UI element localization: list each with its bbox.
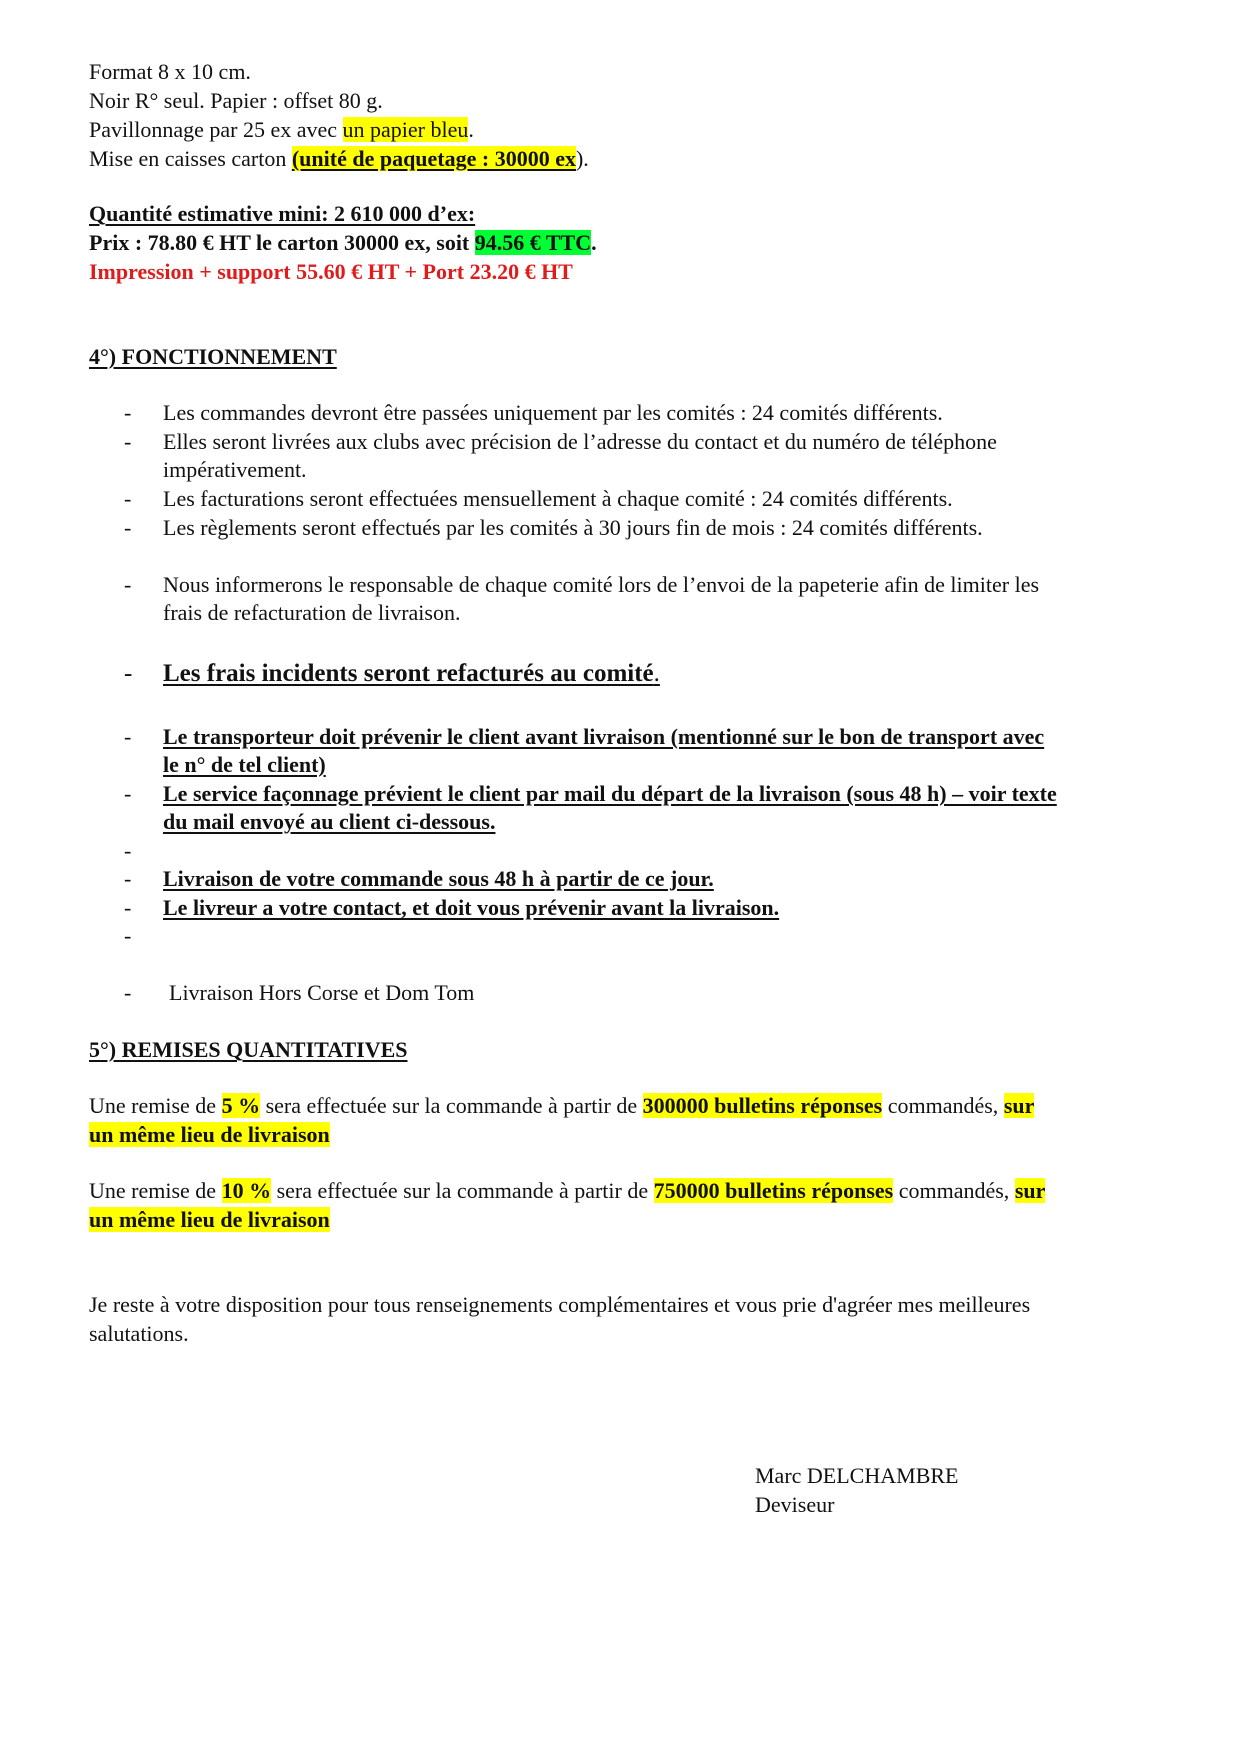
highlight-same-location: un même lieu de livraison xyxy=(89,1122,330,1147)
pricing-price: Prix : 78.80 € HT le carton 30000 ex, soit 94.56 € TTC. xyxy=(89,230,597,255)
specs-block xyxy=(89,57,1179,173)
pricing-breakdown: Impression + support 55.60 € HT + Port 23.20 € HT xyxy=(89,259,573,284)
closing-paragraph: Je reste à votre disposition pour tous renseignements complémentaires et vous prie d'agréer mes meilleures salutations. xyxy=(89,1292,1031,1346)
signature-name: Marc DELCHAMBRE xyxy=(755,1463,959,1488)
section4-title: 4°) FONCTIONNEMENT xyxy=(89,344,337,369)
spec-flagging: Pavillonnage par 25 ex avec un papier bleu. xyxy=(89,117,474,142)
document-page: Format 8 x 10 cm. Noir R° seul. Papier : offset 80 g. Pavillonnage par 25 ex avec un papier bleu. Mise en caisses carton (unité de paquetage : 30000 ex). Quantité estimative mini: 2 610 000 d’ex: Prix : 78.80 € HT le carton 30000 ex, soit 94.56 € TTC. Impression + support 55.60 € HT + Port 23.20 € HT 4°) FONCTIONNEMENT - Les commandes devront être passées uniquement par les comités : 24 comités différents. - Elles seront livrées aux clubs avec précision de l’adresse du contact et du numéro de téléphone impérativement. - Les facturations seront effectuées mensuellement à chaque comité : 24 comités différents. - Les règlements seront effectués par les comités à 30 jours fin de mois : 24 comités différents. - Nous informerons le responsable de chaque comité lors de l’envoi de la papeterie afin de limiter les frais de refacturation de livraison. - Les frais incidents seront refacturés au comité. - Le transporteur doit prévenir le client avant livraison (mentionné sur le bon de transport avec le n° de tel client) - Le service façonnage prévient le client par mail du départ de la livraison (sous 48 h) – voir texte du mail envoyé au client ci-dessous. - - Livraison de votre commande sous 48 h à partir de ce jour. - Le livreur a votre contact, et doit vous prévenir avant la livraison. - - Livraison Hors Corse et Dom Tom 5°) REMISES QUANTITATIVES Une remise de 5 % sera effectuée sur la commande à partir de 300000 bulletins réponses commandés, sur un même lieu de livraison Une remise de 10 % sera effectuée sur la commande à partir de 750000 bulletins réponses commandés, sur un même lieu de livraison Je reste à votre disposition pour tous renseignements complémentaires et vous prie d'agréer mes meilleures salutations. Marc DELCHAMBRE Deviseur xyxy=(0,0,1241,1755)
highlight-blue-paper: un papier bleu xyxy=(342,117,469,142)
spec-format: Format 8 x 10 cm. xyxy=(89,59,251,84)
section5-title: 5°) REMISES QUANTITATIVES xyxy=(89,1037,408,1062)
highlight-same-location: un même lieu de livraison xyxy=(89,1207,330,1232)
highlight-qty-750000: 750000 bulletins réponses xyxy=(653,1178,894,1203)
highlight-discount-10: 10 % xyxy=(221,1178,272,1203)
pricing-quantity: Quantité estimative mini: 2 610 000 d’ex: xyxy=(89,201,476,226)
highlight-discount-5: 5 % xyxy=(221,1093,261,1118)
spec-packaging: Mise en caisses carton (unité de paquetage : 30000 ex). xyxy=(89,146,589,171)
spec-print: Noir R° seul. Papier : offset 80 g. xyxy=(89,88,383,113)
highlight-ttc-price: 94.56 € TTC xyxy=(474,230,592,255)
signature-role: Deviseur xyxy=(755,1492,835,1517)
discount-10-paragraph: Une remise de 10 % sera effectuée sur la commande à partir de 750000 bulletins réponses commandés, sur un même lieu de livraison xyxy=(89,1178,1046,1232)
signature-block xyxy=(755,1461,958,1519)
highlight-qty-300000: 300000 bulletins réponses xyxy=(642,1093,883,1118)
pricing-block xyxy=(89,199,1179,286)
discount-5-paragraph: Une remise de 5 % sera effectuée sur la commande à partir de 300000 bulletins réponses commandés, sur un même lieu de livraison xyxy=(89,1093,1035,1147)
highlight-pack-unit: (unité de paquetage : 30000 ex xyxy=(291,146,576,171)
